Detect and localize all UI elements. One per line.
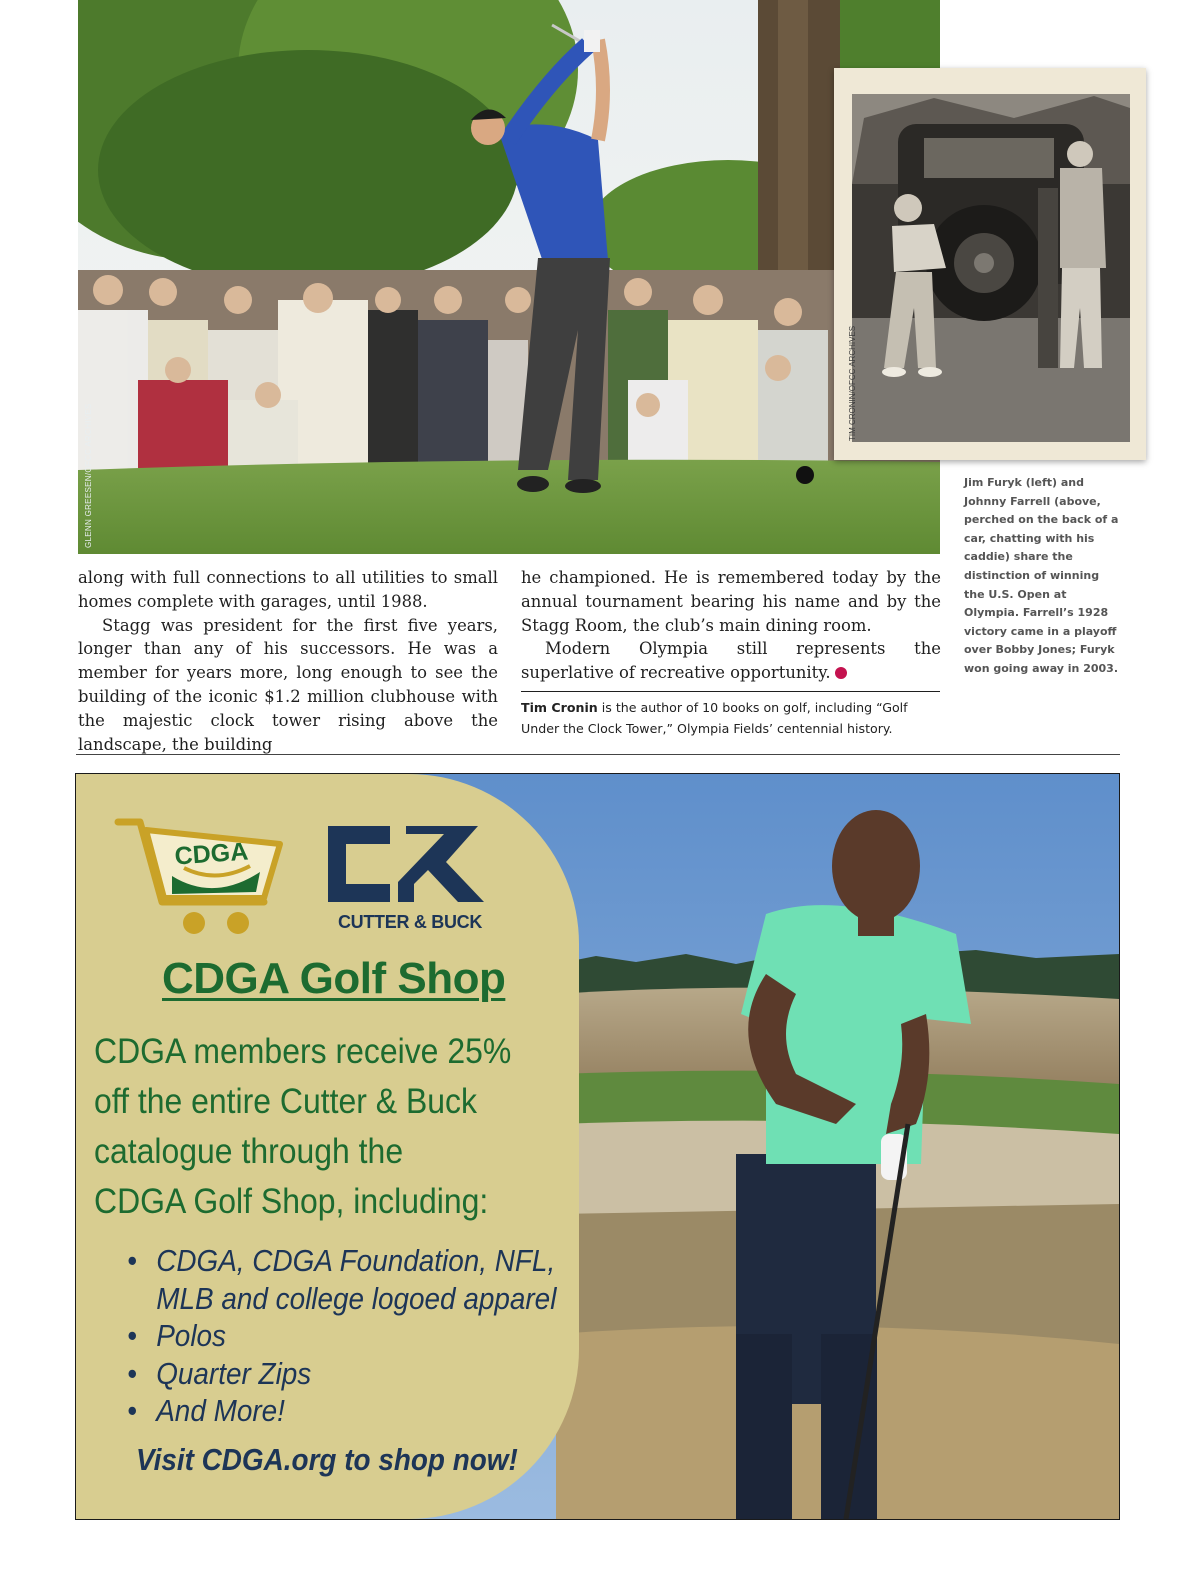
cdga-golf-shop-ad[interactable] — [75, 773, 1120, 1520]
ad-offer-text — [94, 1026, 526, 1226]
article-paragraph: he championed. He is remembered today by the annual tournament bearing his name and by the Stagg Room, the club’s main dining room. — [521, 568, 941, 635]
list-item — [122, 1317, 556, 1355]
article-paragraph — [521, 637, 941, 685]
article-closing-text: Modern Olympia still represents the superlative of recreative opportunity. — [521, 639, 941, 683]
offer-line: CDGA members receive 25% — [94, 1031, 512, 1071]
offer-line: catalogue through the — [94, 1131, 404, 1171]
offer-line: off the entire Cutter & Buck — [94, 1081, 478, 1121]
main-photo-credit: GLENN GREESEN/OFCC ARCHIVES — [84, 403, 93, 548]
list-item — [122, 1242, 556, 1317]
ad-call-to-action[interactable]: Visit CDGA.org to shop now! — [136, 1442, 518, 1477]
brand-name: CUTTER & BUCK — [337, 912, 483, 932]
list-item — [122, 1392, 556, 1430]
offer-line: CDGA Golf Shop, including: — [94, 1181, 489, 1221]
cart-logo-text: CDGA — [173, 837, 250, 871]
list-item-text: And More! — [156, 1393, 285, 1428]
article-column-left — [78, 566, 498, 756]
photo-caption: Jim Furyk (left) and Johnny Farrell (above, perched on the back of a car, chatting with his caddie) share the distinction of winning the U.S. Open at Olympia. Farrell’s 1928 victory came in a playoff over Bobby Jones; Furyk won going away in 2003. — [964, 476, 1119, 675]
golfer-photo — [78, 0, 940, 554]
author-name: Tim Cronin — [521, 700, 598, 715]
article-paragraph: along with full connections to all utilities to small homes complete with garages, until 1988. — [78, 568, 498, 611]
list-item-text: Quarter Zips — [156, 1355, 312, 1391]
ad-bullet-list — [122, 1242, 556, 1430]
bio-divider — [521, 691, 940, 692]
section-divider — [76, 754, 1120, 755]
article-paragraph: Stagg was president for the first five years, longer than any of his successors. He was a member for years more, long enough to see the building of the iconic $1.2 million clubhouse with the majestic clock tower rising above the landscape, the building — [78, 615, 498, 754]
end-mark-icon — [835, 667, 847, 679]
author-bio — [521, 697, 941, 739]
vintage-photo — [834, 68, 1146, 460]
cdga-cart-logo — [114, 814, 284, 939]
list-item-text: MLB and college logoed apparel — [156, 1280, 557, 1316]
inset-photo-credit: TIM CRONIN/OFCC ARCHIVES — [848, 325, 857, 441]
author-bio-text: is the author of 10 books on golf, including “Golf Under the Clock Tower,” Olympia Fields’ centennial history. — [521, 700, 908, 736]
list-item — [122, 1355, 556, 1393]
ad-title[interactable]: CDGA Golf Shop — [162, 954, 506, 1003]
list-item-text: Polos — [156, 1318, 226, 1353]
cutter-buck-logo-icon — [328, 820, 493, 908]
article-column-right — [521, 566, 941, 685]
list-item-text: CDGA, CDGA Foundation, NFL, — [156, 1243, 556, 1278]
